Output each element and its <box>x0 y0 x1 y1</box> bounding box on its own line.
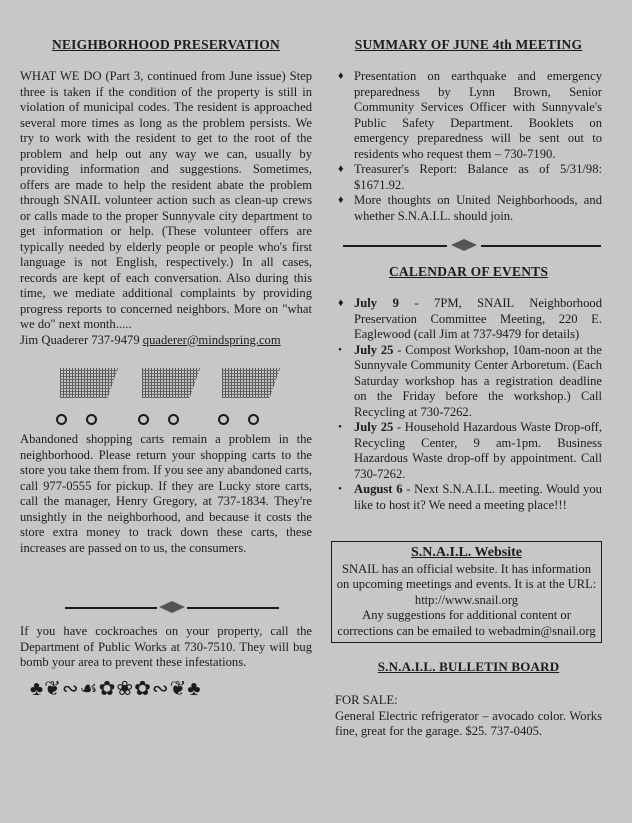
for-sale-text: General Electric refrigerator – avocado color. Works fine, great for the garage. $25. 737-0405. <box>335 708 602 738</box>
contact-name: Jim Quaderer 737-9479 <box>20 332 140 347</box>
website-line1: SNAIL has an official website. It has information on upcoming meetings and events. It is at the URL: <box>336 561 597 591</box>
decorative-ornament-icon: ♣❦∾☙✿❀✿∾❦♣ <box>30 678 202 700</box>
shopping-cart-icon <box>54 368 122 426</box>
diamond-ornament-icon <box>451 239 477 251</box>
calendar-heading: CALENDAR OF EVENTS <box>388 264 549 279</box>
website-title: S.N.A.I.L. Website <box>411 545 522 560</box>
what-we-do-paragraph: WHAT WE DO (Part 3, continued from June issue) Step three is taken if the condition of the property is still in violation of municipal codes. The resident is approached several more times as long as the problem persists. We try to work with the resident to get to the root of the problem and help out any way we can, usually by providing information and suggestions. Sometimes, offers are made to help the resident abate the problem through SNAIL volunteer action such as clean-up crews or calls made to the proper Sunnyvale city department to get information or help. (These volunteer offers are typically needed by elderly people or people who's first language is not English, respectively.) In all cases, records are kept of each conversation. Also during this time, we mediate additional complaints by providing progress reports to concerned neighbors. More on "what we do" next month..... <box>20 69 312 331</box>
left-column <box>20 0 312 671</box>
cockroach-paragraph: If you have cockroaches on your property, call the Department of Public Works at 730-7510. They will bug bomb your area to prevent these infestations. <box>20 624 312 669</box>
summary-heading: SUMMARY OF JUNE 4th MEETING <box>354 37 583 52</box>
shopping-carts-paragraph: Abandoned shopping carts remain a problem in the neighborhood. Please return your shopping carts to the store you take them from. If you see any abandoned carts, call 977-0555 for pickup. If they are Lucky store carts, call the manager, Henry Gregory, at 737-1834. They're unsightly in the neighborhood, and because it costs the store extra money to track down these carts, these increases are passed on to us, the consumers. <box>20 432 312 555</box>
bulletin-heading: S.N.A.I.L. BULLETIN BOARD <box>377 659 560 674</box>
list-item: ♦ Treasurer's Report: Balance as of 5/31/98: $1671.92. <box>338 162 602 192</box>
summary-list <box>335 69 602 224</box>
contact-line <box>20 333 312 349</box>
section-divider <box>20 600 312 614</box>
website-url-link[interactable]: http://www.snail.org <box>414 592 519 607</box>
event-item: • August 6 - Next S.N.A.I.L. meeting. Would you like to host it? We need a meeting place!!! <box>338 482 602 512</box>
website-line2: Any suggestions for additional content or corrections can be emailed to webadmin@snail.org <box>337 608 596 638</box>
right-column <box>335 0 602 740</box>
event-item: • July 25 - Compost Workshop, 10am-noon at the Sunnyvale Community Center Arboretum. (Each Saturday workshop has a registration deadline on the Friday before the workshop.) Call Recycling at 730-7262. <box>338 342 602 419</box>
diamond-ornament-icon <box>159 601 185 613</box>
list-item: ♦ Presentation on earthquake and emergency preparedness by Lynn Brown, Senior Community Services Officer with Sunnyvale's Public Safety Department. Booklets on emergency preparedness will be sent out to residents who request them – 730-7190. <box>338 69 602 161</box>
events-list <box>335 296 602 513</box>
event-item: ♦ July 9 - 7PM, SNAIL Neighborhood Preservation Committee Meeting, 220 E. Eaglewood (call Jim at 737-9479 for details) <box>338 296 602 341</box>
contact-email-link[interactable]: quaderer@mindspring.com <box>142 332 281 347</box>
event-item: • July 25 - Household Hazardous Waste Drop-off, Recycling Center, 9 am-1pm. Business Hazardous Waste drop-off by appointment. Call 730-7262. <box>338 420 603 481</box>
list-item: ♦ More thoughts on United Neighborhoods, and whether S.N.A.I.L. should join. <box>338 193 602 223</box>
neighborhood-preservation-heading: NEIGHBORHOOD PRESERVATION <box>52 37 280 52</box>
section-divider <box>335 238 602 252</box>
shopping-cart-icon <box>216 368 284 426</box>
website-box <box>331 541 602 643</box>
shopping-carts-illustration <box>54 368 312 428</box>
shopping-cart-icon <box>136 368 204 426</box>
for-sale-label: FOR SALE: <box>335 693 398 707</box>
